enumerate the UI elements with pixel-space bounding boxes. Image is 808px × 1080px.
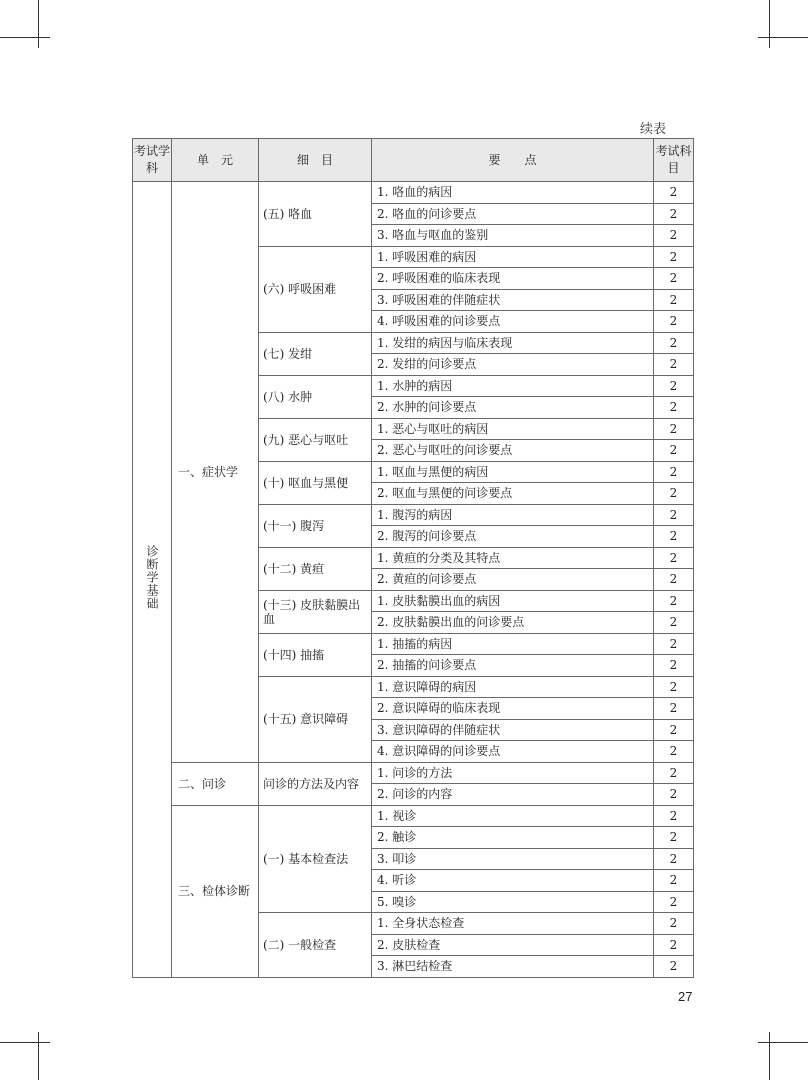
point-cell: 1. 全身状态检查 [372, 913, 654, 935]
subject-cell [133, 182, 172, 978]
crop-mark-top-left-h [0, 37, 50, 38]
point-cell: 1. 视诊 [372, 805, 654, 827]
subjects-count-cell: 2 [654, 870, 694, 892]
point-cell: 4. 呼吸困难的问诊要点 [372, 311, 654, 333]
subjects-count-cell: 2 [654, 182, 694, 204]
subjects-count-cell: 2 [654, 203, 694, 225]
subjects-count-cell: 2 [654, 805, 694, 827]
detail-cell: (九) 恶心与呕吐 [259, 418, 372, 461]
subjects-count-cell: 2 [654, 612, 694, 634]
point-cell: 2. 皮肤黏膜出血的问诊要点 [372, 612, 654, 634]
point-cell: 2. 皮肤检查 [372, 934, 654, 956]
point-cell: 3. 呼吸困难的伴随症状 [372, 289, 654, 311]
table-row [133, 805, 694, 827]
subjects-count-cell: 2 [654, 891, 694, 913]
point-cell: 1. 呕血与黑便的病因 [372, 461, 654, 483]
point-cell: 2. 水肿的问诊要点 [372, 397, 654, 419]
header-subject: 考试学科 [133, 139, 172, 182]
subjects-count-cell: 2 [654, 332, 694, 354]
detail-cell: (十三) 皮肤黏膜出血 [259, 590, 372, 633]
detail-cell: (七) 发绀 [259, 332, 372, 375]
subjects-count-cell: 2 [654, 698, 694, 720]
point-cell: 4. 意识障碍的问诊要点 [372, 741, 654, 763]
point-cell: 1. 皮肤黏膜出血的病因 [372, 590, 654, 612]
subjects-count-cell: 2 [654, 354, 694, 376]
point-cell: 2. 咯血的问诊要点 [372, 203, 654, 225]
point-cell: 1. 问诊的方法 [372, 762, 654, 784]
point-cell: 2. 触诊 [372, 827, 654, 849]
point-cell: 1. 黄疸的分类及其特点 [372, 547, 654, 569]
subjects-count-cell: 2 [654, 418, 694, 440]
subjects-count-cell: 2 [654, 526, 694, 548]
point-cell: 1. 恶心与呕吐的病因 [372, 418, 654, 440]
crop-mark-bottom-right-v [769, 1032, 770, 1080]
subjects-count-cell: 2 [654, 934, 694, 956]
syllabus-table [132, 138, 694, 978]
table-row [133, 182, 694, 204]
subjects-count-cell: 2 [654, 504, 694, 526]
subjects-count-cell: 2 [654, 289, 694, 311]
crop-mark-bottom-right-h [758, 1042, 808, 1043]
crop-mark-top-right-v [769, 0, 770, 48]
crop-mark-bottom-left-v [38, 1032, 39, 1080]
header-points: 要 点 [372, 139, 654, 182]
point-cell: 3. 淋巴结检查 [372, 956, 654, 978]
detail-cell: (六) 呼吸困难 [259, 246, 372, 332]
subjects-count-cell: 2 [654, 268, 694, 290]
page-number: 27 [678, 989, 693, 1004]
point-cell: 3. 意识障碍的伴随症状 [372, 719, 654, 741]
detail-cell: (十一) 腹泻 [259, 504, 372, 547]
point-cell: 4. 听诊 [372, 870, 654, 892]
point-cell: 1. 咯血的病因 [372, 182, 654, 204]
point-cell: 2. 意识障碍的临床表现 [372, 698, 654, 720]
point-cell: 3. 咯血与呕血的鉴别 [372, 225, 654, 247]
subjects-count-cell: 2 [654, 784, 694, 806]
point-cell: 2. 呕血与黑便的问诊要点 [372, 483, 654, 505]
subjects-count-cell: 2 [654, 655, 694, 677]
subjects-count-cell: 2 [654, 483, 694, 505]
unit-cell: 一、症状学 [172, 182, 259, 763]
header-unit: 单 元 [172, 139, 259, 182]
point-cell: 2. 抽搐的问诊要点 [372, 655, 654, 677]
point-cell: 1. 水肿的病因 [372, 375, 654, 397]
detail-cell: 问诊的方法及内容 [259, 762, 372, 805]
subjects-count-cell: 2 [654, 569, 694, 591]
table-body [133, 182, 694, 978]
subjects-count-cell: 2 [654, 913, 694, 935]
point-cell: 5. 嗅诊 [372, 891, 654, 913]
detail-cell: (二) 一般检查 [259, 913, 372, 978]
subject-label: 诊断学基础 [145, 545, 159, 611]
point-cell: 2. 腹泻的问诊要点 [372, 526, 654, 548]
subjects-count-cell: 2 [654, 633, 694, 655]
detail-cell: (十) 呕血与黑便 [259, 461, 372, 504]
subjects-count-cell: 2 [654, 848, 694, 870]
detail-cell: (十二) 黄疸 [259, 547, 372, 590]
point-cell: 2. 黄疸的问诊要点 [372, 569, 654, 591]
table-row [133, 762, 694, 784]
subjects-count-cell: 2 [654, 440, 694, 462]
subjects-count-cell: 2 [654, 225, 694, 247]
point-cell: 1. 抽搐的病因 [372, 633, 654, 655]
point-cell: 1. 意识障碍的病因 [372, 676, 654, 698]
unit-cell: 二、问诊 [172, 762, 259, 805]
detail-cell: (十四) 抽搐 [259, 633, 372, 676]
detail-cell: (十五) 意识障碍 [259, 676, 372, 762]
continued-table-label: 续表 [640, 122, 667, 137]
subjects-count-cell: 2 [654, 741, 694, 763]
point-cell: 2. 发绀的问诊要点 [372, 354, 654, 376]
subjects-count-cell: 2 [654, 375, 694, 397]
point-cell: 1. 腹泻的病因 [372, 504, 654, 526]
header-detail: 细 目 [259, 139, 372, 182]
crop-mark-top-left-v [38, 0, 39, 48]
header-subjects-count: 考试科目 [654, 139, 694, 182]
subjects-count-cell: 2 [654, 397, 694, 419]
crop-mark-bottom-left-h [0, 1042, 50, 1043]
detail-cell: (五) 咯血 [259, 182, 372, 247]
subjects-count-cell: 2 [654, 676, 694, 698]
subjects-count-cell: 2 [654, 827, 694, 849]
point-cell: 3. 叩诊 [372, 848, 654, 870]
subjects-count-cell: 2 [654, 547, 694, 569]
subjects-count-cell: 2 [654, 461, 694, 483]
point-cell: 2. 问诊的内容 [372, 784, 654, 806]
subjects-count-cell: 2 [654, 246, 694, 268]
subjects-count-cell: 2 [654, 956, 694, 978]
subjects-count-cell: 2 [654, 311, 694, 333]
point-cell: 1. 发绀的病因与临床表现 [372, 332, 654, 354]
subjects-count-cell: 2 [654, 590, 694, 612]
unit-cell: 三、检体诊断 [172, 805, 259, 977]
detail-cell: (一) 基本检查法 [259, 805, 372, 913]
subjects-count-cell: 2 [654, 762, 694, 784]
crop-mark-top-right-h [758, 37, 808, 38]
table-header-row [133, 139, 694, 182]
subjects-count-cell: 2 [654, 719, 694, 741]
point-cell: 1. 呼吸困难的病因 [372, 246, 654, 268]
point-cell: 2. 恶心与呕吐的问诊要点 [372, 440, 654, 462]
detail-cell: (八) 水肿 [259, 375, 372, 418]
point-cell: 2. 呼吸困难的临床表现 [372, 268, 654, 290]
